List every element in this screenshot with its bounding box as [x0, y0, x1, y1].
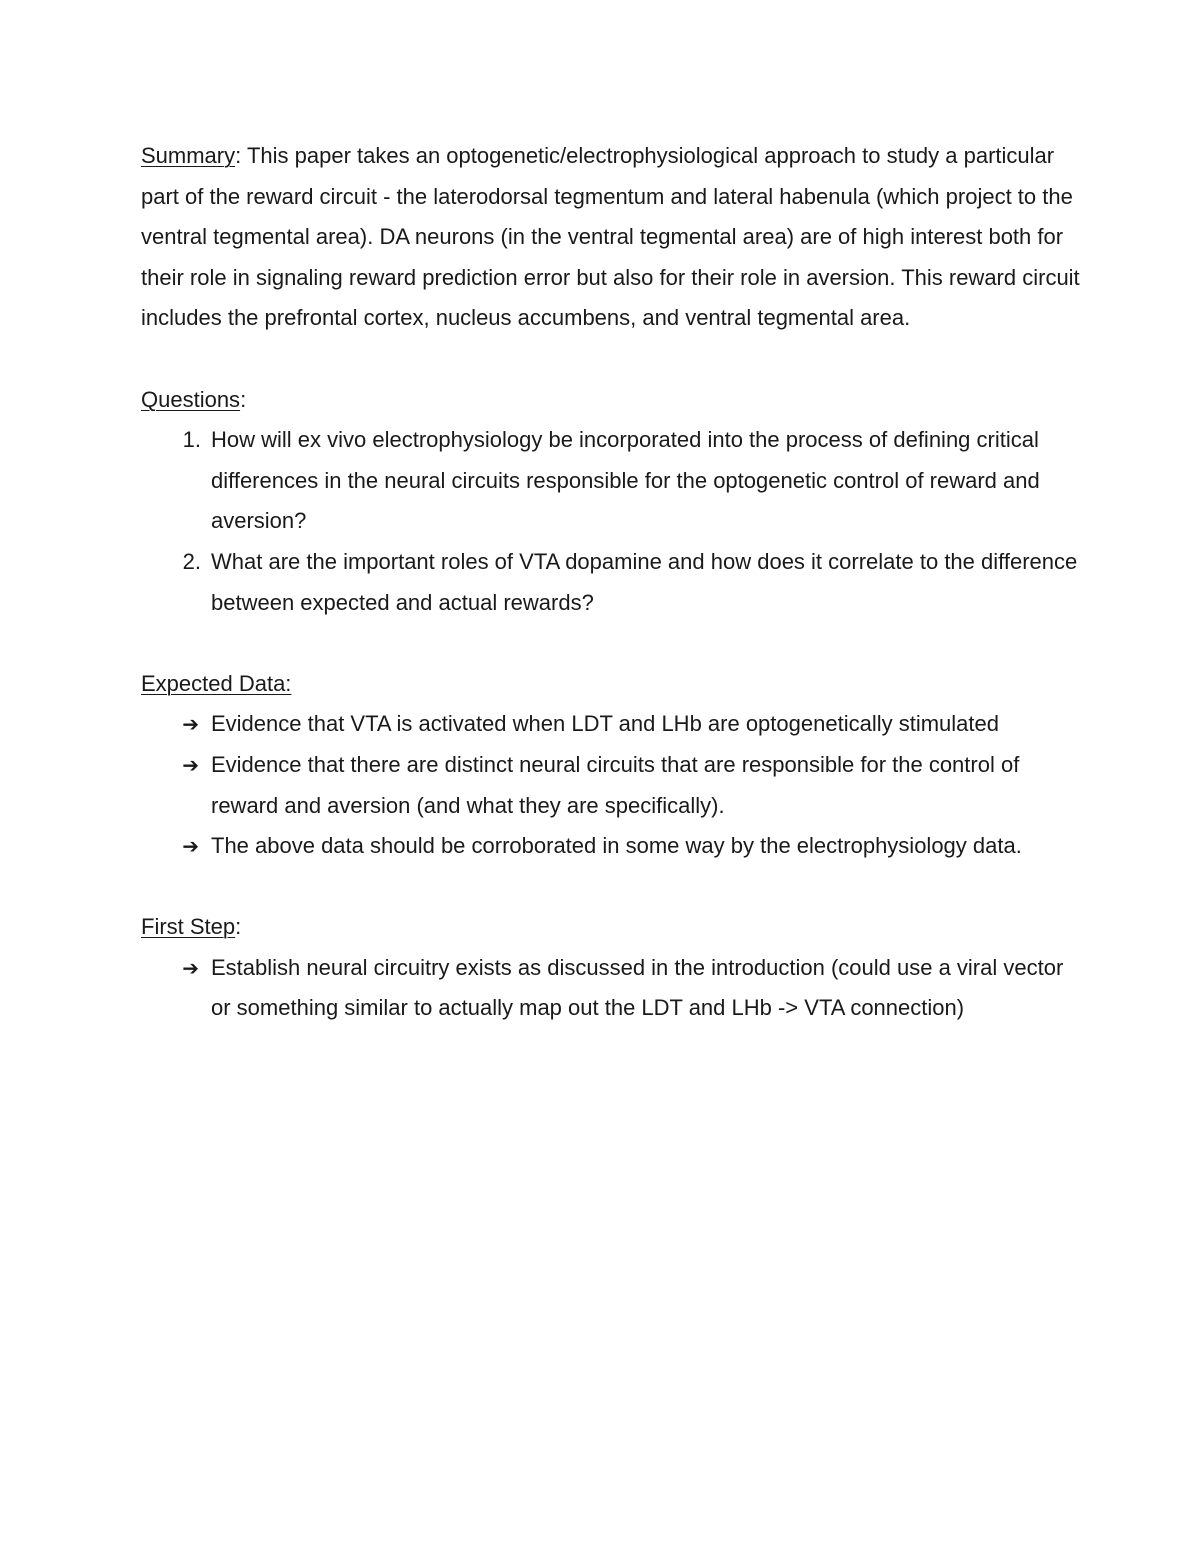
expected-data-text: Evidence that VTA is activated when LDT and LHb are optogenetically stimulated: [211, 711, 999, 737]
questions-colon: :: [240, 386, 247, 412]
expected-data-item: [141, 826, 1081, 867]
questions-heading: Questions: [141, 386, 241, 412]
first-step-section: [141, 907, 1081, 1029]
document-page: [141, 136, 1081, 1029]
questions-heading-line: [141, 380, 1081, 421]
first-step-item: [141, 948, 1081, 1029]
section-spacer: [141, 623, 1081, 664]
list-number: 1.: [182, 427, 201, 453]
first-step-heading: First Step: [141, 914, 236, 940]
expected-data-heading-line: [141, 664, 1081, 705]
expected-data-item: [141, 745, 1081, 826]
expected-data-heading: Expected Data:: [141, 670, 292, 696]
arrow-bullet-icon: ➔: [182, 834, 199, 859]
list-number: 2.: [182, 548, 201, 574]
section-spacer: [141, 867, 1081, 908]
expected-data-text: Evidence that there are distinct neural circuits that are responsible for the control of reward and aversion (and what they are specifically).: [211, 751, 1020, 818]
first-step-colon: :: [235, 914, 242, 940]
summary-colon: :: [235, 143, 242, 168]
expected-data-section: [141, 664, 1081, 867]
summary-heading: Summary: [141, 143, 236, 168]
arrow-bullet-icon: ➔: [182, 712, 199, 737]
expected-data-text: The above data should be corroborated in some way by the electrophysiology data.: [211, 833, 1022, 859]
first-step-heading-line: [141, 907, 1081, 948]
first-step-text: Establish neural circuitry exists as discussed in the introduction (could use a viral vector or something similar to actually map out the LDT and LHb -> VTA connection): [211, 954, 1064, 1021]
section-spacer: [141, 339, 1081, 380]
arrow-bullet-icon: ➔: [182, 752, 199, 777]
expected-data-item: [141, 704, 1081, 745]
question-text: What are the important roles of VTA dopamine and how does it correlate to the difference between expected and actual rewards?: [211, 548, 1078, 615]
arrow-bullet-icon: ➔: [182, 955, 199, 980]
question-text: How will ex vivo electrophysiology be incorporated into the process of defining critical differences in the neural circuits responsible for the optogenetic control of reward and aversion?: [211, 427, 1040, 534]
questions-section: [141, 380, 1081, 624]
question-item: [141, 420, 1081, 542]
expected-data-list: [141, 704, 1081, 866]
question-item: [141, 542, 1081, 623]
questions-list: [141, 420, 1081, 623]
summary-text: This paper takes an optogenetic/electrophysiological approach to study a particular part of the reward circuit - the laterodorsal tegmentum and lateral habenula (which project to the ventral tegmental area). DA neurons (in the ventral tegmental area) are of high interest both for their role in signaling reward prediction error but also for their role in aversion. This reward circuit includes the prefrontal cortex, nucleus accumbens, and ventral tegmental area.: [141, 143, 1080, 331]
first-step-list: [141, 948, 1081, 1029]
summary-paragraph: [141, 136, 1081, 339]
